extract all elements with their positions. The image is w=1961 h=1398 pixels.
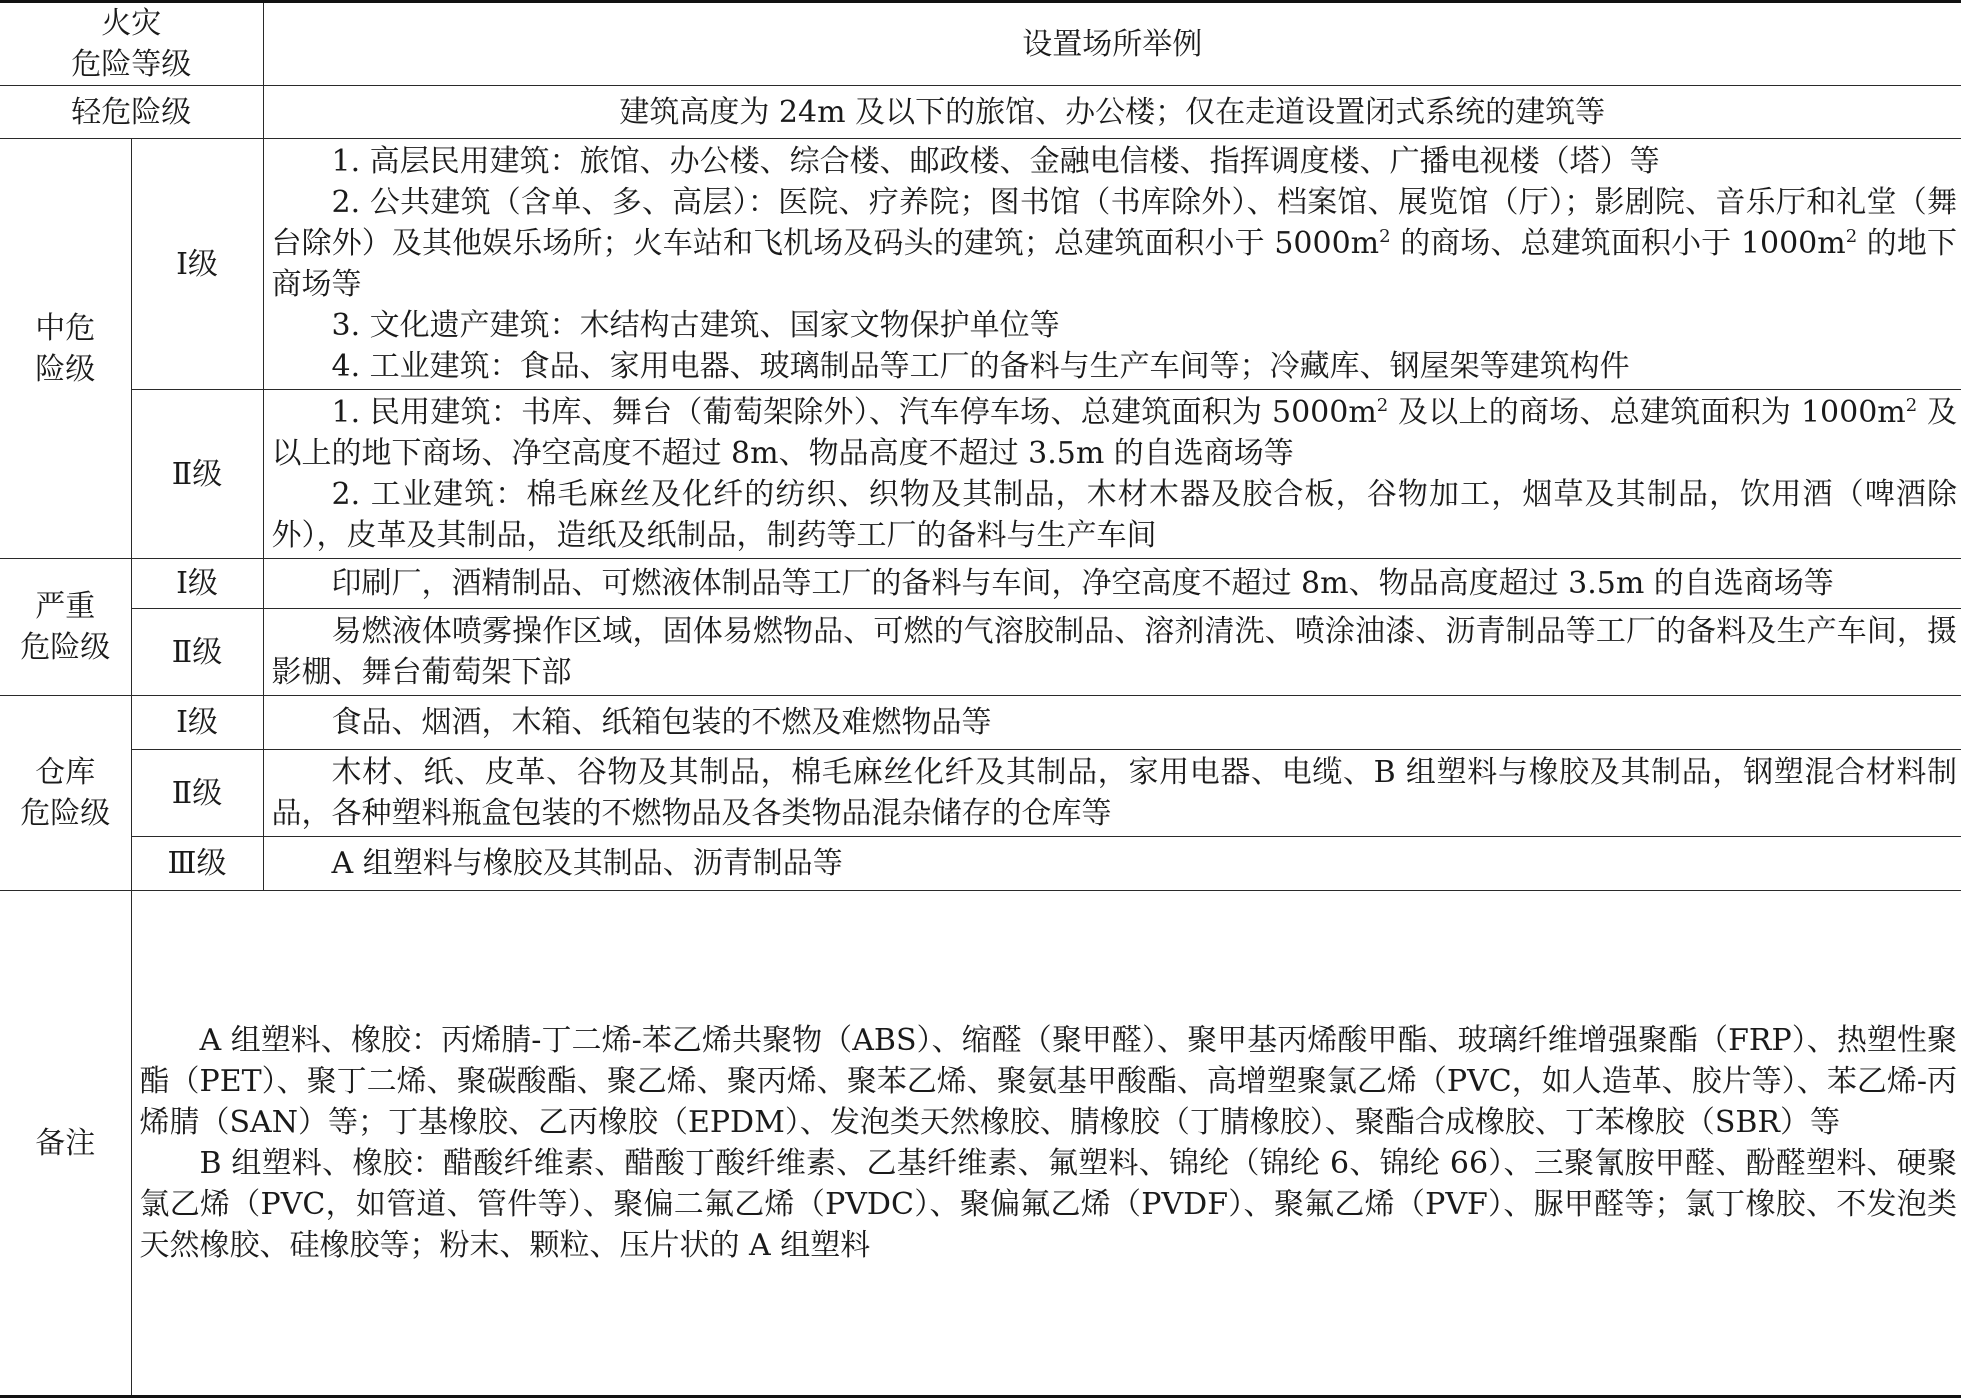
warehouse-grade1-text [263, 696, 1961, 750]
serious-grade2-row [0, 609, 1961, 696]
warehouse-grade2-paragraph: 木材、纸、皮革、谷物及其制品，棉毛麻丝化纤及其制品，家用电器、电缆、B 组塑料与橡胶及其制品，钢塑混合材料制品，各种塑料瓶盒包装的不燃物品及各类物品混杂储存的仓库等 [271, 755, 1957, 831]
light-hazard-row [0, 86, 1961, 139]
notes-text [131, 891, 1961, 1397]
medium-grade1-row [0, 139, 1961, 390]
warehouse-grade3-text [263, 837, 1961, 891]
medium-grade1-item2-b: 的商场、总建筑面积小于 1000m [1390, 226, 1846, 261]
warehouse-hazard-label-line1: 仓库 [35, 755, 96, 790]
warehouse-hazard-label [0, 696, 131, 891]
medium-grade2-row [0, 390, 1961, 559]
serious-grade1-row [0, 559, 1961, 609]
serious-grade1-label: Ⅰ级 [131, 559, 263, 609]
warehouse-grade2-label: Ⅱ级 [131, 750, 263, 837]
warehouse-hazard-label-line2: 危险级 [20, 796, 111, 831]
serious-grade2-paragraph: 易燃液体喷雾操作区域，固体易燃物品、可燃的气溶胶制品、溶剂清洗、喷涂油漆、沥青制品等工厂的备料及生产车间，摄影棚、舞台葡萄架下部 [271, 614, 1957, 690]
medium-hazard-label-line1: 中危 [35, 310, 96, 346]
header-row [0, 2, 1961, 86]
superscript-2: 2 [1845, 226, 1858, 247]
serious-hazard-label-line1: 严重 [35, 589, 96, 624]
medium-grade1-item2-a: 2. 公共建筑（含单、多、高层）：医院、疗养院；图书馆（书库除外）、档案馆、展览馆（厅）；影剧院、音乐厅和礼堂（舞台除外）及其他娱乐场所；火车站和飞机场及码头的建筑；总建筑面积小于 5000m [271, 185, 1957, 261]
superscript-2: 2 [1379, 226, 1391, 247]
medium-grade1-item2-c: 的地下商场等 [271, 226, 1957, 302]
warehouse-grade3-label: Ⅲ级 [131, 837, 263, 891]
medium-hazard-label [0, 139, 131, 559]
notes-label: 备注 [0, 891, 131, 1397]
medium-grade2-label: Ⅱ级 [131, 390, 263, 559]
superscript-2: 2 [1376, 395, 1389, 416]
warehouse-grade1-label: Ⅰ级 [131, 696, 263, 750]
serious-grade2-text [263, 609, 1961, 696]
medium-grade2-item1-c: 及以上的地下商场、净空高度不超过 8m、物品高度不超过 3.5m 的自选商场等 [271, 395, 1957, 471]
medium-grade1-item2 [272, 182, 1958, 305]
notes-row [0, 891, 1961, 1397]
header-hazard-level-line2: 危险等级 [71, 47, 192, 82]
notes-group-a: A 组塑料、橡胶：丙烯腈-丁二烯-苯乙烯共聚物（ABS）、缩醛（聚甲醛）、聚甲基丙烯酸甲酯、玻璃纤维增强聚酯（FRP）、热塑性聚酯（PET）、聚丁二烯、聚碳酸酯、聚乙烯、聚丙烯、聚苯乙烯、聚氨基甲酸酯、高增塑聚氯乙烯（PVC，如人造革、胶片等）、苯乙烯-丙烯腈（SAN）等；丁基橡胶、乙丙橡胶（EPDM）、发泡类天然橡胶、腈橡胶（丁腈橡胶）、聚酯合成橡胶、丁苯橡胶（SBR）等 [139, 1023, 1957, 1140]
light-hazard-label: 轻危险级 [0, 86, 263, 139]
medium-grade2-item1-a: 1. 民用建筑：书库、舞台（葡萄架除外）、汽车停车场、总建筑面积为 5000m [331, 395, 1377, 430]
medium-grade2-item1 [272, 392, 1958, 474]
medium-hazard-label-line2: 险级 [35, 351, 96, 387]
serious-grade1-paragraph: 印刷厂，酒精制品、可燃液体制品等工厂的备料与车间，净空高度不超过 8m、物品高度超过 3.5m 的自选商场等 [331, 566, 1834, 601]
warehouse-grade3-row [0, 837, 1961, 891]
serious-hazard-label [0, 559, 131, 696]
light-hazard-text: 建筑高度为 24m 及以下的旅馆、办公楼；仅在走道设置闭式系统的建筑等 [263, 86, 1961, 139]
medium-grade1-item1: 1. 高层民用建筑：旅馆、办公楼、综合楼、邮政楼、金融电信楼、指挥调度楼、广播电视楼（塔）等 [331, 144, 1660, 179]
medium-grade1-item3: 3. 文化遗产建筑：木结构古建筑、国家文物保护单位等 [331, 308, 1060, 343]
medium-grade1-label: Ⅰ级 [131, 139, 263, 390]
superscript-2: 2 [1905, 395, 1918, 416]
warehouse-grade1-row [0, 696, 1961, 750]
warehouse-grade3-paragraph: A 组塑料与橡胶及其制品、沥青制品等 [331, 846, 843, 881]
serious-grade2-label: Ⅱ级 [131, 609, 263, 696]
warehouse-grade2-row [0, 750, 1961, 837]
warehouse-grade2-text [263, 750, 1961, 837]
notes-group-b: B 组塑料、橡胶：醋酸纤维素、醋酸丁酸纤维素、乙基纤维素、氟塑料、锦纶（锦纶 6、锦纶 66）、三聚氰胺甲醛、酚醛塑料、硬聚氯乙烯（PVC，如管道、管件等）、聚偏二氟乙烯（PVDC）、聚偏氟乙烯（PVDF）、聚氟乙烯（PVF）、脲甲醛等；氯丁橡胶、不发泡类天然橡胶、硅橡胶等；粉末、颗粒、压片状的 A 组塑料 [139, 1146, 1957, 1263]
header-hazard-level [0, 2, 263, 86]
medium-grade2-item2: 2. 工业建筑：棉毛麻丝及化纤的纺织、织物及其制品，木材木器及胶合板，谷物加工，烟草及其制品，饮用酒（啤酒除外），皮革及其制品，造纸及纸制品，制药等工厂的备料与生产车间 [271, 477, 1957, 553]
header-hazard-level-line1: 火灾 [101, 6, 162, 41]
medium-grade1-text [263, 139, 1961, 390]
medium-grade1-item4: 4. 工业建筑：食品、家用电器、玻璃制品等工厂的备料与生产车间等；冷藏库、钢屋架等建筑构件 [331, 349, 1630, 384]
serious-grade1-text [263, 559, 1961, 609]
serious-hazard-label-line2: 危险级 [20, 630, 111, 665]
header-examples: 设置场所举例 [263, 2, 1961, 86]
warehouse-grade1-paragraph: 食品、烟酒，木箱、纸箱包装的不燃及难燃物品等 [331, 705, 992, 740]
medium-grade2-text [263, 390, 1961, 559]
medium-grade2-item1-b: 及以上的商场、总建筑面积为 1000m [1388, 395, 1906, 430]
